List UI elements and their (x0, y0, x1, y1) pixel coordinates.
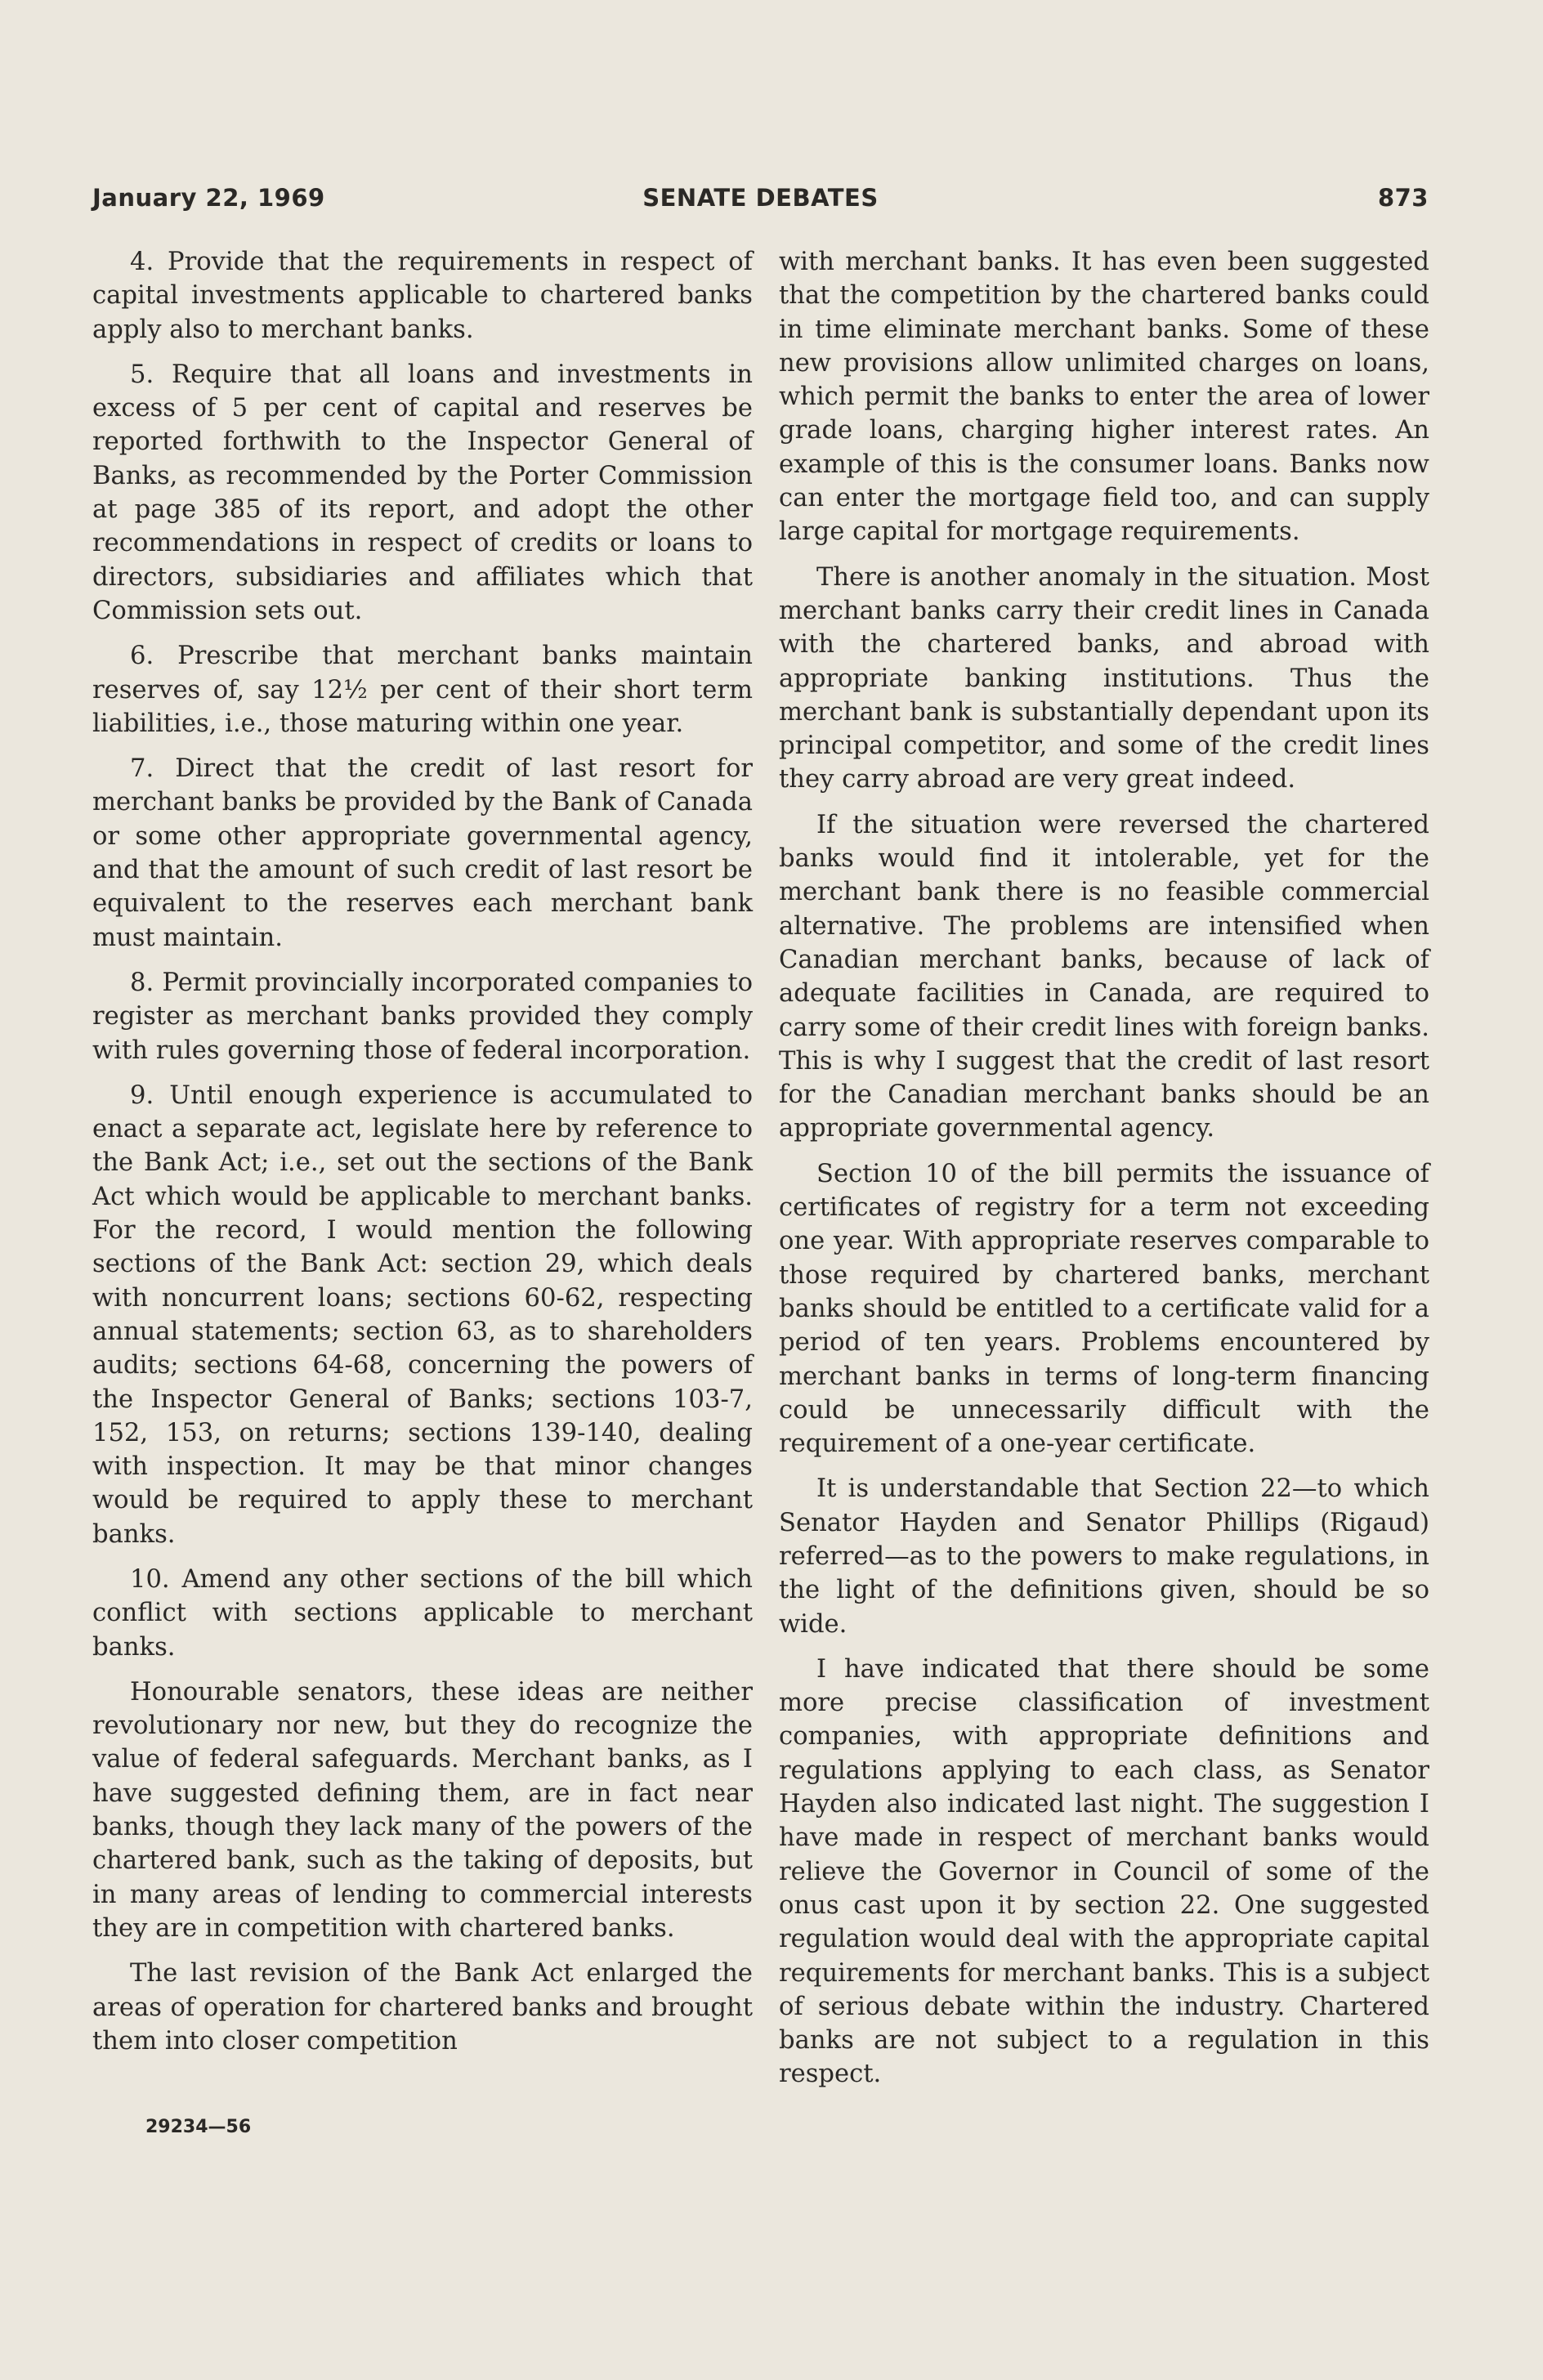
paragraph: 6. Prescribe that merchant banks maintain reserves of, say 12½ per cent of their short term liabilities, i.e., those maturing within one year. (92, 642, 753, 738)
paragraph: 7. Direct that the credit of last resort for merchant banks be provided by the Bank of Canada or some other appropriate governmental agency, and that the amount of such credit of last resort be equivalent to the reserves each merchant bank must maintain. (92, 754, 753, 952)
paragraph: It is understandable that Section 22—to which Senator Hayden and Senator Phillips (Rigaud) referred—as to the powers to make regulations, in the light of the definitions given, should be so wide. (779, 1474, 1429, 1639)
header-date: January 22, 1969 (92, 184, 325, 212)
right-column (779, 245, 1429, 2103)
left-column (92, 245, 753, 2069)
paragraph: Section 10 of the bill permits the issuance of certificates of registry for a term not exceeding one year. With appropriate reserves comparable to those required by chartered banks, merchant banks should be entitled to a certificate valid for a period of ten years. Problems encountered by merchant banks in terms of long-term financing could be unnecessarily difficult with the requirement of a one-year certificate. (779, 1159, 1429, 1459)
paragraph: 10. Amend any other sections of the bill which conflict with sections applicable to merchant banks. (92, 1564, 753, 1662)
paragraph: The last revision of the Bank Act enlarged the areas of operation for chartered banks and brought them into closer competition (92, 1959, 753, 2056)
running-header (92, 184, 1429, 220)
paragraph: 8. Permit provincially incorporated companies to register as merchant banks provided they comply with rules governing those of federal incorporation. (92, 968, 753, 1065)
paragraph: 4. Provide that the requirements in respect of capital investments applicable to chartered banks apply also to merchant banks. (92, 248, 753, 344)
paragraph: Honourable senators, these ideas are neither revolutionary nor new, but they do recognize the value of federal safeguards. Merchant banks, as I have suggested defining them, are in fact near banks, though they lack many of the powers of the chartered bank, such as the taking of deposits, but in many areas of lending to commercial interests they are in competition with chartered banks. (92, 1677, 753, 1943)
paragraph: There is another anomaly in the situation. Most merchant banks carry their credit lines in Canada with the chartered banks, and abroad with appropriate banking institutions. Thus the merchant bank is substantially dependant upon its principal competitor, and some of the credit lines they carry abroad are very great indeed. (779, 562, 1429, 794)
paragraph: I have indicated that there should be some more precise classification of investment companies, with appropriate definitions and regulations applying to each class, as Senator Hayden also indicated last night. The suggestion I have made in respect of merchant banks would relieve the Governor in Council of some of the onus cast upon it by section 22. One suggested regulation would deal with the appropriate capital requirements for merchant banks. This is a subject of serious debate within the industry. Chartered banks are not subject to a regulation in this respect. (779, 1654, 1429, 2089)
paragraph-continued: with merchant banks. It has even been suggested that the competition by the chartered banks could in time eliminate merchant banks. Some of these new provisions allow unlimited charges on loans, which permit the banks to enter the area of lower grade loans, charging higher interest rates. An example of this is the consumer loans. Banks now can enter the mortgage field too, and can supply large capital for mortgage requirements. (779, 248, 1429, 547)
paragraph: 5. Require that all loans and investments in excess of 5 per cent of capital and reserves be reported forthwith to the Inspector General of Banks, as recommended by the Porter Commission at page 385 of its report, and adopt the other recommendations in respect of credits or loans to directors, subsidiaries and affiliates which that Commission sets out. (92, 360, 753, 625)
paragraph: 9. Until enough experience is accumulated to enact a separate act, legislate here by reference to the Bank Act; i.e., set out the sections of the Bank Act which would be applicable to merchant banks. For the record, I would mention the following sections of the Bank Act: section 29, which deals with noncurrent loans; sections 60-62, respecting annual statements; section 63, as to shareholders audits; sections 64-68, concerning the powers of the Inspector General of Banks; sections 103-7, 152, 153, on returns; sections 139-140, dealing with inspection. It may be that minor changes would be required to apply these to merchant banks. (92, 1080, 753, 1549)
paragraph: If the situation were reversed the chartered banks would find it intolerable, yet for the merchant bank there is no feasible commercial alternative. The problems are intensified when Canadian merchant banks, because of lack of adequate facilities in Canada, are required to carry some of their credit lines with foreign banks. This is why I suggest that the credit of last resort for the Canadian merchant banks should be an appropriate governmental agency. (779, 810, 1429, 1143)
header-title: SENATE DEBATES (642, 184, 879, 212)
printer-code: 29234—56 (145, 2117, 252, 2137)
page-number: 873 (1377, 184, 1429, 212)
